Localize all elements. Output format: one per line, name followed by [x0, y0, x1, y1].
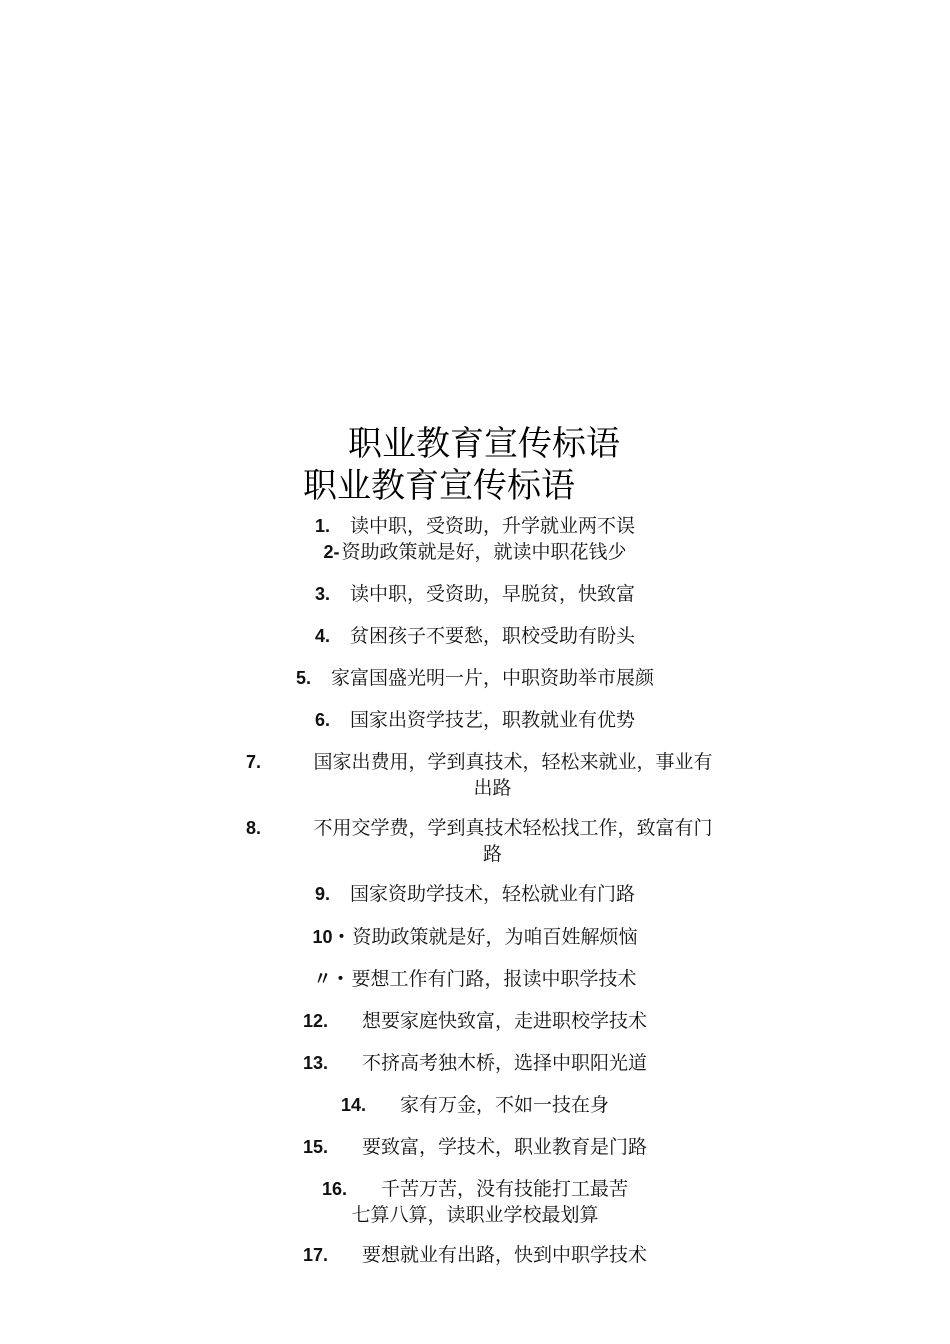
- item-number: 5.: [295, 668, 311, 688]
- document-subtitle: 职业教育宣传标语: [303, 466, 575, 506]
- item-number: 8.: [246, 818, 262, 838]
- item-number: 12.: [302, 1011, 328, 1031]
- document-title: 职业教育宣传标语: [348, 424, 620, 464]
- item-text: 不挤高考独木桥，选择中职阳光道: [362, 1052, 648, 1074]
- item-text: 读中职，受资助，早脱贫，快致富: [350, 583, 636, 605]
- item-text: 七算八算，读职业学校最划算: [351, 1204, 599, 1226]
- item-text: 家有万金，不如一技在身: [400, 1094, 610, 1116]
- list-item: [0, 707, 950, 733]
- item-text: 要想工作有门路，报读中职学技术: [351, 968, 637, 990]
- item-text: 想要家庭快致富，走进职校学技术: [362, 1010, 648, 1032]
- item-text: 要致富，学技术，职业教育是门路: [362, 1136, 648, 1158]
- list-item: [0, 881, 950, 907]
- item-text-continued: 出路: [473, 777, 512, 799]
- item-text: 千苦万苦，没有技能打工最苦: [381, 1178, 629, 1200]
- item-number: 〃・: [313, 969, 350, 989]
- list-item: [0, 749, 950, 801]
- list-item: [0, 539, 950, 565]
- item-text: 国家资助学技术，轻松就业有门路: [350, 883, 636, 905]
- item-number: 3.: [314, 584, 330, 604]
- list-item: [0, 1092, 950, 1118]
- item-number: 6.: [314, 710, 330, 730]
- item-text: 家富国盛光明一片，中职资助举市展颜: [331, 667, 655, 689]
- list-item: [0, 1176, 950, 1202]
- item-number: 13.: [302, 1053, 328, 1073]
- item-number: 4.: [314, 626, 330, 646]
- item-text: 读中职，受资助，升学就业两不误: [350, 515, 636, 537]
- item-number: 10・: [312, 927, 351, 947]
- list-item: [0, 581, 950, 607]
- list-item: [0, 665, 950, 691]
- item-text: 资助政策就是好，为咱百姓解烦恼: [352, 926, 638, 948]
- item-text: 要想就业有出路，快到中职学技术: [362, 1244, 648, 1266]
- item-text: 国家出费用，学到真技术，轻松来就业，事业有: [313, 751, 713, 773]
- list-item: [0, 966, 950, 992]
- list-item: [0, 1050, 950, 1076]
- list-item: [0, 1242, 950, 1268]
- item-number: 15.: [302, 1137, 328, 1157]
- item-text: 资助政策就是好，就读中职花钱少: [341, 541, 627, 563]
- list-item: [0, 623, 950, 649]
- item-number: 9.: [314, 884, 330, 904]
- list-item: [0, 815, 950, 867]
- item-text: 国家出资学技艺，职教就业有优势: [350, 709, 636, 731]
- item-number: 1.: [314, 516, 330, 536]
- item-number: 16.: [321, 1179, 347, 1199]
- item-number: 14.: [340, 1095, 366, 1115]
- list-item: [0, 1134, 950, 1160]
- item-text: 不用交学费，学到真技术轻松找工作，致富有门: [313, 817, 713, 839]
- list-item: [0, 513, 950, 539]
- item-text-continued: 路: [482, 843, 502, 865]
- item-number: 17.: [302, 1245, 328, 1265]
- item-text: 贫困孩子不要愁，职校受助有盼头: [350, 625, 636, 647]
- item-number: 2-: [323, 542, 340, 562]
- item-number: 7.: [246, 752, 262, 772]
- list-item-continued: [0, 1202, 950, 1228]
- list-item: [0, 1008, 950, 1034]
- list-item: [0, 924, 950, 950]
